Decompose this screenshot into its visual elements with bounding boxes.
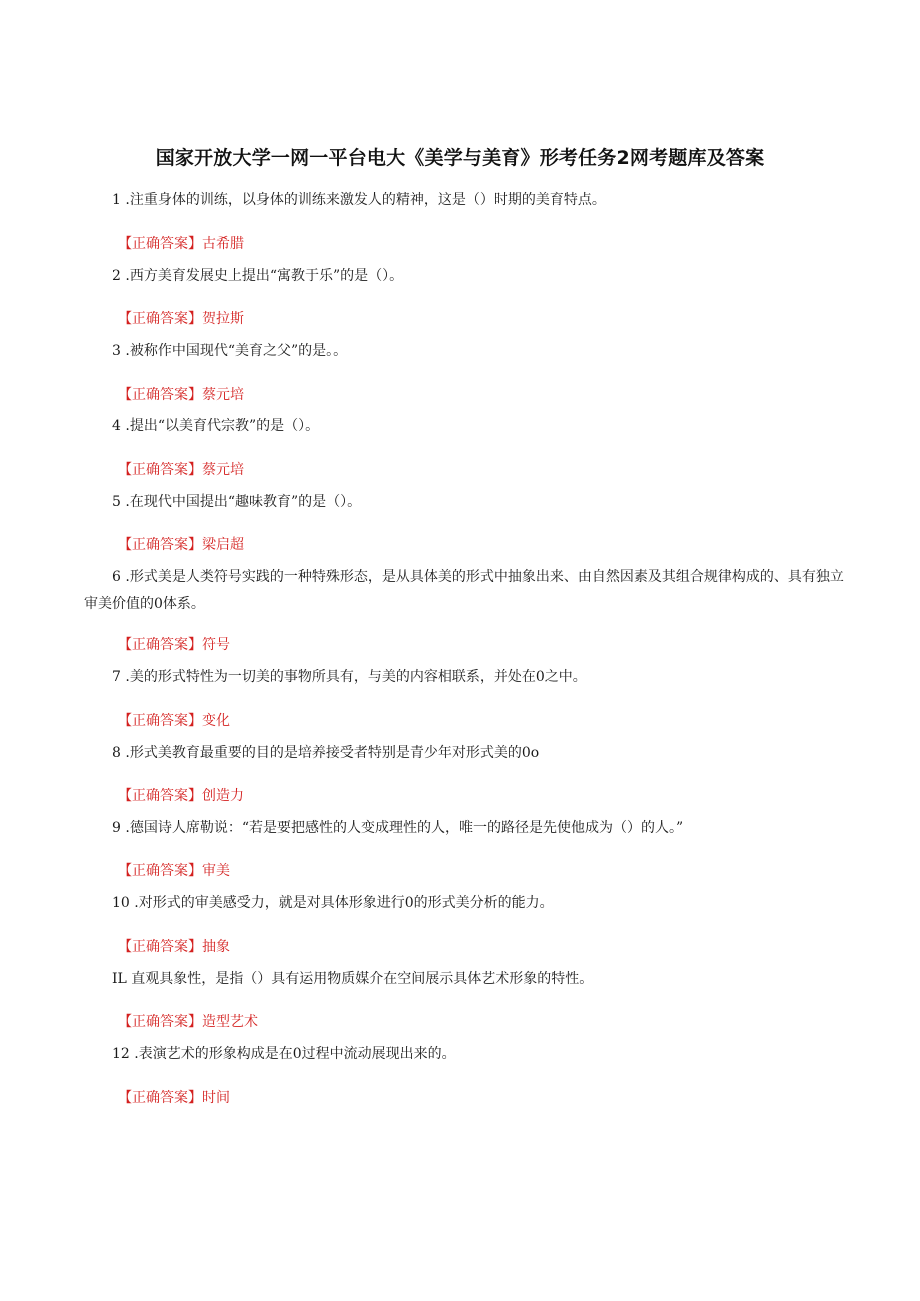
question-text: .提出“以美育代宗教”的是（）。 [125,418,320,434]
answer-prefix: 【正确答案】 [118,462,202,478]
answer-12 [118,1087,230,1107]
answer-prefix: 【正确答案】 [118,1014,202,1030]
answer-prefix: 【正确答案】 [118,863,202,879]
answer-text: 蔡元培 [202,387,244,403]
answer-3 [118,384,244,404]
question-12 [84,1041,844,1068]
question-number: 3 [112,343,121,359]
answer-text: 抽象 [202,939,230,955]
question-text: .被称作中国现代“美育之父”的是。。 [125,343,348,359]
question-3 [84,338,844,365]
answer-5 [118,534,244,554]
question-text: 直观具象性，是指（）具有运用物质媒介在空间展示具体艺术形象的特性。 [131,971,594,987]
document-title: 国家开放大学一网一平台电大《美学与美育》形考任务2网考题库及答案 [155,147,765,169]
question-number: 4 [112,418,121,434]
question-10 [84,890,844,917]
question-9 [84,815,844,842]
answer-10 [118,936,230,956]
answer-text: 造型艺术 [202,1014,258,1030]
answer-11 [118,1011,258,1031]
question-5 [84,489,844,516]
question-text: .表演艺术的形象构成是在0过程中流动展现出来的。 [134,1046,456,1062]
answer-1 [118,233,244,253]
answer-prefix: 【正确答案】 [118,387,202,403]
question-text: .形式美教育最重要的目的是培养接受者特别是青少年对形式美的0o [125,745,540,761]
question-number: 1 [112,192,121,208]
answer-text: 审美 [202,863,230,879]
answer-9 [118,860,230,880]
question-2 [84,263,844,290]
answer-text: 创造力 [202,788,244,804]
question-text: .德国诗人席勒说：“若是要把感性的人变成理性的人，唯一的路径是先使他成为（）的人。” [125,820,684,836]
answer-text: 蔡元培 [202,462,244,478]
answer-prefix: 【正确答案】 [118,713,202,729]
answer-text: 时间 [202,1090,230,1106]
answer-prefix: 【正确答案】 [118,788,202,804]
question-8 [84,740,844,767]
answer-text: 符号 [202,637,230,653]
question-11 [84,966,844,993]
answer-6 [118,634,230,654]
question-text: .西方美育发展史上提出“寓教于乐”的是（）。 [125,268,404,284]
question-number: 12 [112,1046,130,1062]
question-text: .美的形式特性为一切美的事物所具有，与美的内容相联系，并处在0之中。 [125,669,587,685]
question-6 [84,564,844,618]
question-number: 5 [112,494,121,510]
answer-4 [118,459,244,479]
answer-text: 变化 [202,713,230,729]
answer-text: 梁启超 [202,537,244,553]
question-number: 9 [112,820,121,836]
answer-8 [118,785,244,805]
question-number: 2 [112,268,121,284]
question-text: .对形式的审美感受力，就是对具体形象进行0的形式美分析的能力。 [134,895,554,911]
question-text: .注重身体的训练，以身体的训练来激发人的精神，这是（）时期的美育特点。 [125,192,606,208]
question-number: 8 [112,745,121,761]
answer-text: 贺拉斯 [202,311,244,327]
question-text: .在现代中国提出“趣味教育”的是（）。 [125,494,362,510]
answer-2 [118,308,244,328]
answer-text: 古希腊 [202,236,244,252]
answer-prefix: 【正确答案】 [118,1090,202,1106]
question-1 [84,187,844,214]
question-number: 7 [112,669,121,685]
answer-prefix: 【正确答案】 [118,637,202,653]
answer-prefix: 【正确答案】 [118,537,202,553]
question-number: 6 [112,569,121,585]
answer-7 [118,710,230,730]
question-number: 10 [112,895,130,911]
question-text: .形式美是人类符号实践的一种特殊形态，是从具体美的形式中抽象出来、由自然因素及其组合规律构成的、具有独立审美价值的0体系。 [84,569,844,612]
answer-prefix: 【正确答案】 [118,236,202,252]
question-7 [84,664,844,691]
question-number: IL [112,971,127,987]
answer-prefix: 【正确答案】 [118,939,202,955]
question-4 [84,413,844,440]
answer-prefix: 【正确答案】 [118,311,202,327]
